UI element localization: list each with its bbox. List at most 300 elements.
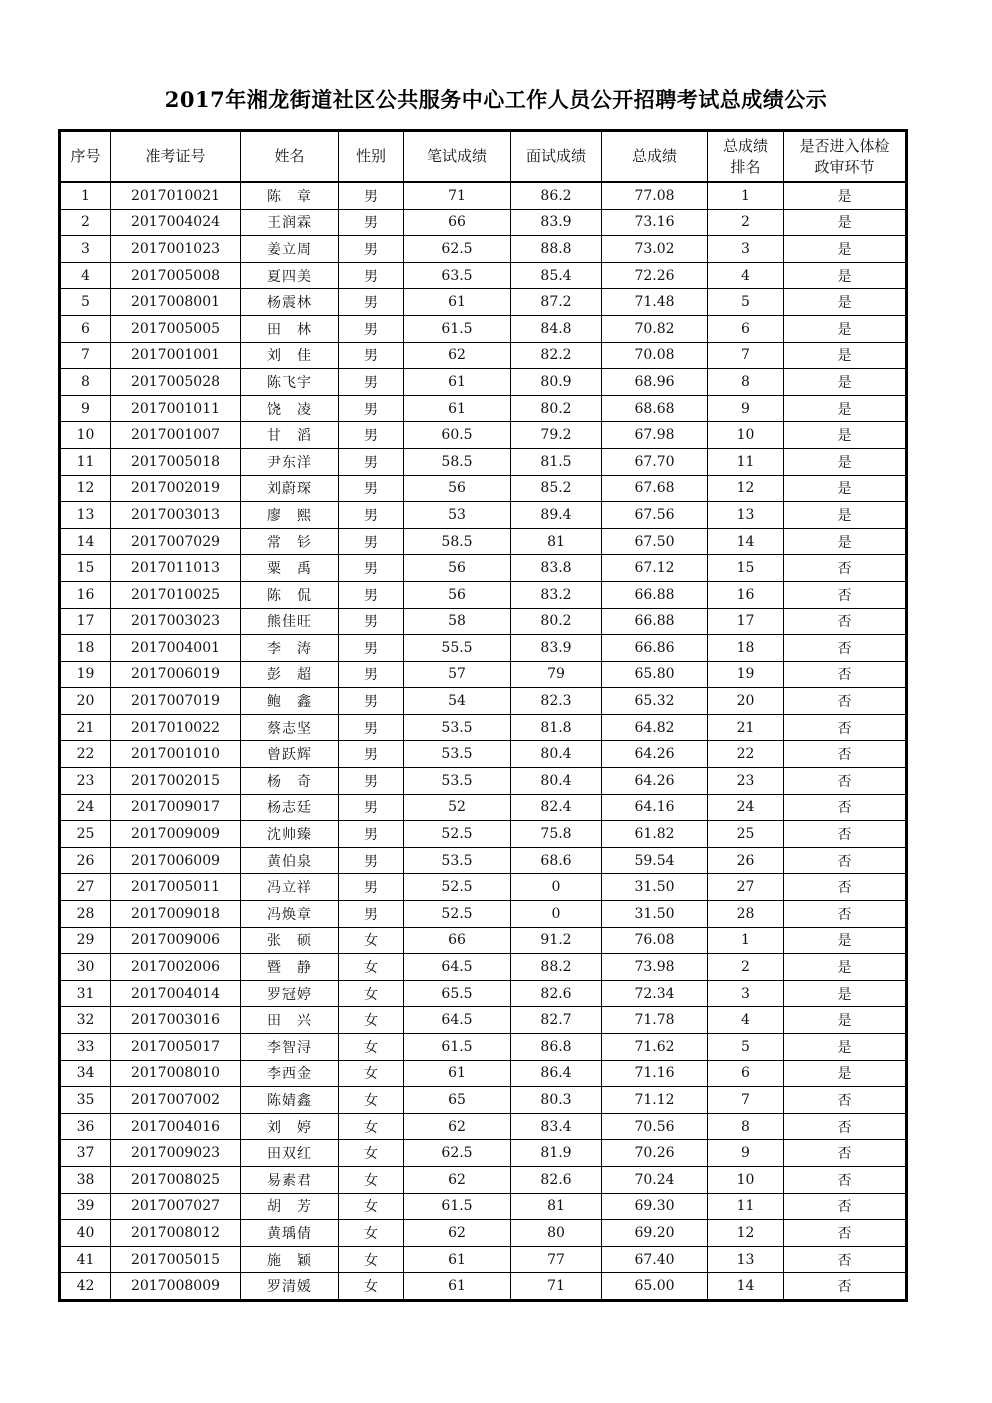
total-score-cell: 67.68 <box>602 475 708 502</box>
interview-score-cell: 83.2 <box>511 581 602 608</box>
name-cell: 田 林 <box>241 315 339 342</box>
name-cell: 黄瑀倩 <box>241 1220 339 1247</box>
written-score-cell: 52.5 <box>404 821 511 848</box>
advance-cell: 否 <box>784 714 907 741</box>
written-score-cell: 52 <box>404 794 511 821</box>
interview-score-cell: 75.8 <box>511 821 602 848</box>
seq-cell: 15 <box>60 555 111 582</box>
table-row <box>60 369 907 396</box>
total-score-cell: 65.80 <box>602 661 708 688</box>
table-row <box>60 236 907 263</box>
gender-cell: 男 <box>339 874 404 901</box>
written-score-cell: 71 <box>404 182 511 209</box>
name-cell: 曾跃辉 <box>241 741 339 768</box>
interview-score-cell: 0 <box>511 874 602 901</box>
interview-score-cell: 84.8 <box>511 315 602 342</box>
gender-cell: 男 <box>339 741 404 768</box>
rank-cell: 8 <box>708 369 784 396</box>
seq-cell: 9 <box>60 395 111 422</box>
seq-cell: 26 <box>60 847 111 874</box>
name-cell: 田 兴 <box>241 1007 339 1034</box>
rank-cell: 21 <box>708 714 784 741</box>
col-header-total: 总成绩 <box>602 131 708 183</box>
seq-cell: 13 <box>60 502 111 529</box>
table-row <box>60 608 907 635</box>
name-cell: 刘 佳 <box>241 342 339 369</box>
table-row <box>60 980 907 1007</box>
total-score-cell: 70.08 <box>602 342 708 369</box>
table-row <box>60 661 907 688</box>
col-header-seq: 序号 <box>60 131 111 183</box>
written-score-cell: 61 <box>404 289 511 316</box>
written-score-cell: 61.5 <box>404 1193 511 1220</box>
interview-score-cell: 80.4 <box>511 768 602 795</box>
table-row <box>60 315 907 342</box>
written-score-cell: 62 <box>404 1220 511 1247</box>
gender-cell: 男 <box>339 342 404 369</box>
seq-cell: 28 <box>60 901 111 928</box>
seq-cell: 18 <box>60 635 111 662</box>
rank-cell: 13 <box>708 1246 784 1273</box>
total-score-cell: 64.16 <box>602 794 708 821</box>
gender-cell: 男 <box>339 395 404 422</box>
exam-id-cell: 2017009018 <box>111 901 241 928</box>
exam-id-cell: 2017010022 <box>111 714 241 741</box>
total-score-cell: 31.50 <box>602 874 708 901</box>
total-score-cell: 71.12 <box>602 1087 708 1114</box>
seq-cell: 5 <box>60 289 111 316</box>
interview-score-cell: 82.2 <box>511 342 602 369</box>
rank-cell: 15 <box>708 555 784 582</box>
gender-cell: 男 <box>339 528 404 555</box>
advance-cell: 否 <box>784 768 907 795</box>
gender-cell: 男 <box>339 369 404 396</box>
written-score-cell: 53.5 <box>404 768 511 795</box>
rank-cell: 11 <box>708 448 784 475</box>
advance-cell: 是 <box>784 342 907 369</box>
rank-cell: 9 <box>708 1140 784 1167</box>
rank-cell: 7 <box>708 1087 784 1114</box>
seq-cell: 2 <box>60 209 111 236</box>
total-score-cell: 72.34 <box>602 980 708 1007</box>
written-score-cell: 56 <box>404 581 511 608</box>
advance-cell: 否 <box>784 1140 907 1167</box>
name-cell: 李 涛 <box>241 635 339 662</box>
table-row <box>60 448 907 475</box>
table-row <box>60 289 907 316</box>
interview-score-cell: 81 <box>511 1193 602 1220</box>
gender-cell: 男 <box>339 475 404 502</box>
name-cell: 刘蔚琛 <box>241 475 339 502</box>
rank-cell: 16 <box>708 581 784 608</box>
exam-id-cell: 2017001007 <box>111 422 241 449</box>
interview-score-cell: 83.9 <box>511 635 602 662</box>
seq-cell: 25 <box>60 821 111 848</box>
exam-id-cell: 2017002006 <box>111 954 241 981</box>
rank-cell: 28 <box>708 901 784 928</box>
exam-id-cell: 2017005028 <box>111 369 241 396</box>
advance-cell: 是 <box>784 422 907 449</box>
advance-cell: 否 <box>784 741 907 768</box>
advance-cell: 否 <box>784 635 907 662</box>
written-score-cell: 62 <box>404 342 511 369</box>
table-row <box>60 821 907 848</box>
exam-id-cell: 2017011013 <box>111 555 241 582</box>
table-row <box>60 502 907 529</box>
table-row <box>60 901 907 928</box>
interview-score-cell: 71 <box>511 1273 602 1301</box>
written-score-cell: 58 <box>404 608 511 635</box>
page-title: 2017年湘龙街道社区公共服务中心工作人员公开招聘考试总成绩公示 <box>164 87 828 112</box>
total-score-cell: 71.48 <box>602 289 708 316</box>
gender-cell: 男 <box>339 448 404 475</box>
advance-cell: 否 <box>784 874 907 901</box>
gender-cell: 男 <box>339 608 404 635</box>
name-cell: 黄伯泉 <box>241 847 339 874</box>
seq-cell: 20 <box>60 688 111 715</box>
total-score-cell: 73.02 <box>602 236 708 263</box>
interview-score-cell: 82.4 <box>511 794 602 821</box>
table-row <box>60 395 907 422</box>
table-row <box>60 182 907 209</box>
exam-id-cell: 2017007002 <box>111 1087 241 1114</box>
advance-cell: 否 <box>784 1273 907 1301</box>
interview-score-cell: 80.9 <box>511 369 602 396</box>
seq-cell: 32 <box>60 1007 111 1034</box>
written-score-cell: 64.5 <box>404 1007 511 1034</box>
interview-score-cell: 82.6 <box>511 1166 602 1193</box>
gender-cell: 女 <box>339 1034 404 1061</box>
gender-cell: 男 <box>339 555 404 582</box>
seq-cell: 22 <box>60 741 111 768</box>
name-cell: 陈 章 <box>241 182 339 209</box>
name-cell: 蔡志坚 <box>241 714 339 741</box>
name-cell: 王润霖 <box>241 209 339 236</box>
exam-id-cell: 2017003013 <box>111 502 241 529</box>
table-row <box>60 342 907 369</box>
exam-id-cell: 2017004001 <box>111 635 241 662</box>
seq-cell: 19 <box>60 661 111 688</box>
table-row <box>60 262 907 289</box>
advance-cell: 否 <box>784 661 907 688</box>
name-cell: 李西金 <box>241 1060 339 1087</box>
table-row <box>60 1034 907 1061</box>
seq-cell: 8 <box>60 369 111 396</box>
total-score-cell: 67.70 <box>602 448 708 475</box>
rank-cell: 12 <box>708 1220 784 1247</box>
advance-cell: 否 <box>784 847 907 874</box>
col-header-interview: 面试成绩 <box>511 131 602 183</box>
name-cell: 尹东洋 <box>241 448 339 475</box>
advance-cell: 是 <box>784 395 907 422</box>
total-score-cell: 72.26 <box>602 262 708 289</box>
advance-cell: 否 <box>784 1166 907 1193</box>
col-header-gender: 性别 <box>339 131 404 183</box>
exam-id-cell: 2017005018 <box>111 448 241 475</box>
gender-cell: 女 <box>339 1140 404 1167</box>
gender-cell: 男 <box>339 821 404 848</box>
total-score-cell: 67.40 <box>602 1246 708 1273</box>
written-score-cell: 54 <box>404 688 511 715</box>
seq-cell: 12 <box>60 475 111 502</box>
name-cell: 甘 滔 <box>241 422 339 449</box>
written-score-cell: 61 <box>404 1246 511 1273</box>
interview-score-cell: 89.4 <box>511 502 602 529</box>
total-score-cell: 70.56 <box>602 1113 708 1140</box>
advance-cell: 是 <box>784 289 907 316</box>
rank-cell: 14 <box>708 1273 784 1301</box>
exam-id-cell: 2017005015 <box>111 1246 241 1273</box>
col-header-exam-id: 准考证号 <box>111 131 241 183</box>
advance-cell: 否 <box>784 1220 907 1247</box>
written-score-cell: 57 <box>404 661 511 688</box>
seq-cell: 30 <box>60 954 111 981</box>
total-score-cell: 70.82 <box>602 315 708 342</box>
table-row <box>60 635 907 662</box>
advance-cell: 是 <box>784 927 907 954</box>
rank-cell: 6 <box>708 315 784 342</box>
table-row <box>60 1166 907 1193</box>
table-row <box>60 581 907 608</box>
table-row <box>60 954 907 981</box>
advance-cell: 是 <box>784 1007 907 1034</box>
seq-cell: 42 <box>60 1273 111 1301</box>
written-score-cell: 62 <box>404 1166 511 1193</box>
exam-id-cell: 2017010025 <box>111 581 241 608</box>
exam-id-cell: 2017010021 <box>111 182 241 209</box>
total-score-cell: 31.50 <box>602 901 708 928</box>
name-cell: 彭 超 <box>241 661 339 688</box>
total-score-cell: 66.86 <box>602 635 708 662</box>
written-score-cell: 53.5 <box>404 741 511 768</box>
gender-cell: 男 <box>339 901 404 928</box>
gender-cell: 女 <box>339 954 404 981</box>
table-row <box>60 847 907 874</box>
advance-cell: 是 <box>784 182 907 209</box>
exam-id-cell: 2017008012 <box>111 1220 241 1247</box>
exam-id-cell: 2017008010 <box>111 1060 241 1087</box>
exam-id-cell: 2017001001 <box>111 342 241 369</box>
interview-score-cell: 81.5 <box>511 448 602 475</box>
table-body <box>60 182 907 1300</box>
total-score-cell: 67.12 <box>602 555 708 582</box>
gender-cell: 女 <box>339 1193 404 1220</box>
exam-id-cell: 2017002019 <box>111 475 241 502</box>
exam-id-cell: 2017009023 <box>111 1140 241 1167</box>
table-row <box>60 555 907 582</box>
total-score-cell: 73.98 <box>602 954 708 981</box>
rank-cell: 3 <box>708 980 784 1007</box>
exam-id-cell: 2017002015 <box>111 768 241 795</box>
written-score-cell: 53.5 <box>404 847 511 874</box>
exam-id-cell: 2017005008 <box>111 262 241 289</box>
advance-cell: 否 <box>784 1193 907 1220</box>
rank-cell: 4 <box>708 262 784 289</box>
written-score-cell: 61 <box>404 395 511 422</box>
interview-score-cell: 68.6 <box>511 847 602 874</box>
gender-cell: 男 <box>339 688 404 715</box>
advance-cell: 否 <box>784 581 907 608</box>
name-cell: 张 硕 <box>241 927 339 954</box>
exam-id-cell: 2017001011 <box>111 395 241 422</box>
exam-id-cell: 2017008025 <box>111 1166 241 1193</box>
name-cell: 姜立周 <box>241 236 339 263</box>
interview-score-cell: 91.2 <box>511 927 602 954</box>
advance-cell: 是 <box>784 954 907 981</box>
written-score-cell: 60.5 <box>404 422 511 449</box>
name-cell: 陈飞宇 <box>241 369 339 396</box>
gender-cell: 男 <box>339 315 404 342</box>
table-row <box>60 1273 907 1301</box>
name-cell: 罗冠婷 <box>241 980 339 1007</box>
table-row <box>60 1246 907 1273</box>
total-score-cell: 77.08 <box>602 182 708 209</box>
rank-cell: 5 <box>708 289 784 316</box>
total-score-cell: 61.82 <box>602 821 708 848</box>
gender-cell: 男 <box>339 768 404 795</box>
total-score-cell: 71.62 <box>602 1034 708 1061</box>
total-score-cell: 67.56 <box>602 502 708 529</box>
advance-cell: 否 <box>784 1113 907 1140</box>
rank-cell: 3 <box>708 236 784 263</box>
seq-cell: 31 <box>60 980 111 1007</box>
rank-cell: 17 <box>708 608 784 635</box>
table-row <box>60 209 907 236</box>
seq-cell: 37 <box>60 1140 111 1167</box>
written-score-cell: 55.5 <box>404 635 511 662</box>
table-row <box>60 1220 907 1247</box>
exam-id-cell: 2017008009 <box>111 1273 241 1301</box>
exam-id-cell: 2017009009 <box>111 821 241 848</box>
name-cell: 田双红 <box>241 1140 339 1167</box>
seq-cell: 10 <box>60 422 111 449</box>
name-cell: 施 颖 <box>241 1246 339 1273</box>
table-row <box>60 1113 907 1140</box>
gender-cell: 男 <box>339 714 404 741</box>
exam-id-cell: 2017001023 <box>111 236 241 263</box>
interview-score-cell: 88.2 <box>511 954 602 981</box>
name-cell: 李智浔 <box>241 1034 339 1061</box>
name-cell: 刘 婷 <box>241 1113 339 1140</box>
table-row <box>60 714 907 741</box>
results-table <box>58 129 908 1302</box>
interview-score-cell: 77 <box>511 1246 602 1273</box>
written-score-cell: 63.5 <box>404 262 511 289</box>
gender-cell: 男 <box>339 661 404 688</box>
gender-cell: 女 <box>339 1166 404 1193</box>
rank-cell: 6 <box>708 1060 784 1087</box>
rank-cell: 27 <box>708 874 784 901</box>
total-score-cell: 65.32 <box>602 688 708 715</box>
table-row <box>60 528 907 555</box>
seq-cell: 41 <box>60 1246 111 1273</box>
total-score-cell: 64.82 <box>602 714 708 741</box>
name-cell: 陈 侃 <box>241 581 339 608</box>
written-score-cell: 52.5 <box>404 874 511 901</box>
gender-cell: 男 <box>339 182 404 209</box>
seq-cell: 23 <box>60 768 111 795</box>
seq-cell: 1 <box>60 182 111 209</box>
written-score-cell: 52.5 <box>404 901 511 928</box>
advance-cell: 是 <box>784 1034 907 1061</box>
col-header-name: 姓名 <box>241 131 339 183</box>
seq-cell: 14 <box>60 528 111 555</box>
col-header-written: 笔试成绩 <box>404 131 511 183</box>
total-score-cell: 76.08 <box>602 927 708 954</box>
rank-cell: 8 <box>708 1113 784 1140</box>
gender-cell: 男 <box>339 209 404 236</box>
gender-cell: 男 <box>339 502 404 529</box>
total-score-cell: 67.98 <box>602 422 708 449</box>
interview-score-cell: 80.4 <box>511 741 602 768</box>
name-cell: 杨震林 <box>241 289 339 316</box>
gender-cell: 女 <box>339 1060 404 1087</box>
written-score-cell: 56 <box>404 555 511 582</box>
interview-score-cell: 87.2 <box>511 289 602 316</box>
name-cell: 冯立祥 <box>241 874 339 901</box>
advance-cell: 否 <box>784 821 907 848</box>
exam-id-cell: 2017007027 <box>111 1193 241 1220</box>
seq-cell: 21 <box>60 714 111 741</box>
table-row <box>60 1007 907 1034</box>
table-row <box>60 688 907 715</box>
exam-id-cell: 2017008001 <box>111 289 241 316</box>
interview-score-cell: 86.8 <box>511 1034 602 1061</box>
table-row <box>60 1060 907 1087</box>
exam-id-cell: 2017004024 <box>111 209 241 236</box>
table-row <box>60 741 907 768</box>
table-row <box>60 768 907 795</box>
exam-id-cell: 2017009017 <box>111 794 241 821</box>
name-cell: 暨 静 <box>241 954 339 981</box>
rank-cell: 11 <box>708 1193 784 1220</box>
total-score-cell: 68.68 <box>602 395 708 422</box>
written-score-cell: 65 <box>404 1087 511 1114</box>
rank-cell: 24 <box>708 794 784 821</box>
total-score-cell: 59.54 <box>602 847 708 874</box>
seq-cell: 36 <box>60 1113 111 1140</box>
exam-id-cell: 2017004016 <box>111 1113 241 1140</box>
interview-score-cell: 80.2 <box>511 395 602 422</box>
table-row <box>60 874 907 901</box>
seq-cell: 35 <box>60 1087 111 1114</box>
seq-cell: 3 <box>60 236 111 263</box>
seq-cell: 4 <box>60 262 111 289</box>
seq-cell: 40 <box>60 1220 111 1247</box>
rank-cell: 4 <box>708 1007 784 1034</box>
table-row <box>60 1193 907 1220</box>
exam-id-cell: 2017009006 <box>111 927 241 954</box>
name-cell: 粟 禹 <box>241 555 339 582</box>
rank-cell: 19 <box>708 661 784 688</box>
total-score-cell: 69.30 <box>602 1193 708 1220</box>
interview-score-cell: 82.3 <box>511 688 602 715</box>
gender-cell: 男 <box>339 635 404 662</box>
gender-cell: 女 <box>339 1007 404 1034</box>
interview-score-cell: 86.4 <box>511 1060 602 1087</box>
advance-cell: 是 <box>784 209 907 236</box>
rank-cell: 10 <box>708 422 784 449</box>
exam-id-cell: 2017007019 <box>111 688 241 715</box>
advance-cell: 是 <box>784 236 907 263</box>
exam-id-cell: 2017006009 <box>111 847 241 874</box>
written-score-cell: 53 <box>404 502 511 529</box>
advance-cell: 否 <box>784 1246 907 1273</box>
rank-cell: 9 <box>708 395 784 422</box>
advance-cell: 是 <box>784 475 907 502</box>
written-score-cell: 64.5 <box>404 954 511 981</box>
interview-score-cell: 82.7 <box>511 1007 602 1034</box>
